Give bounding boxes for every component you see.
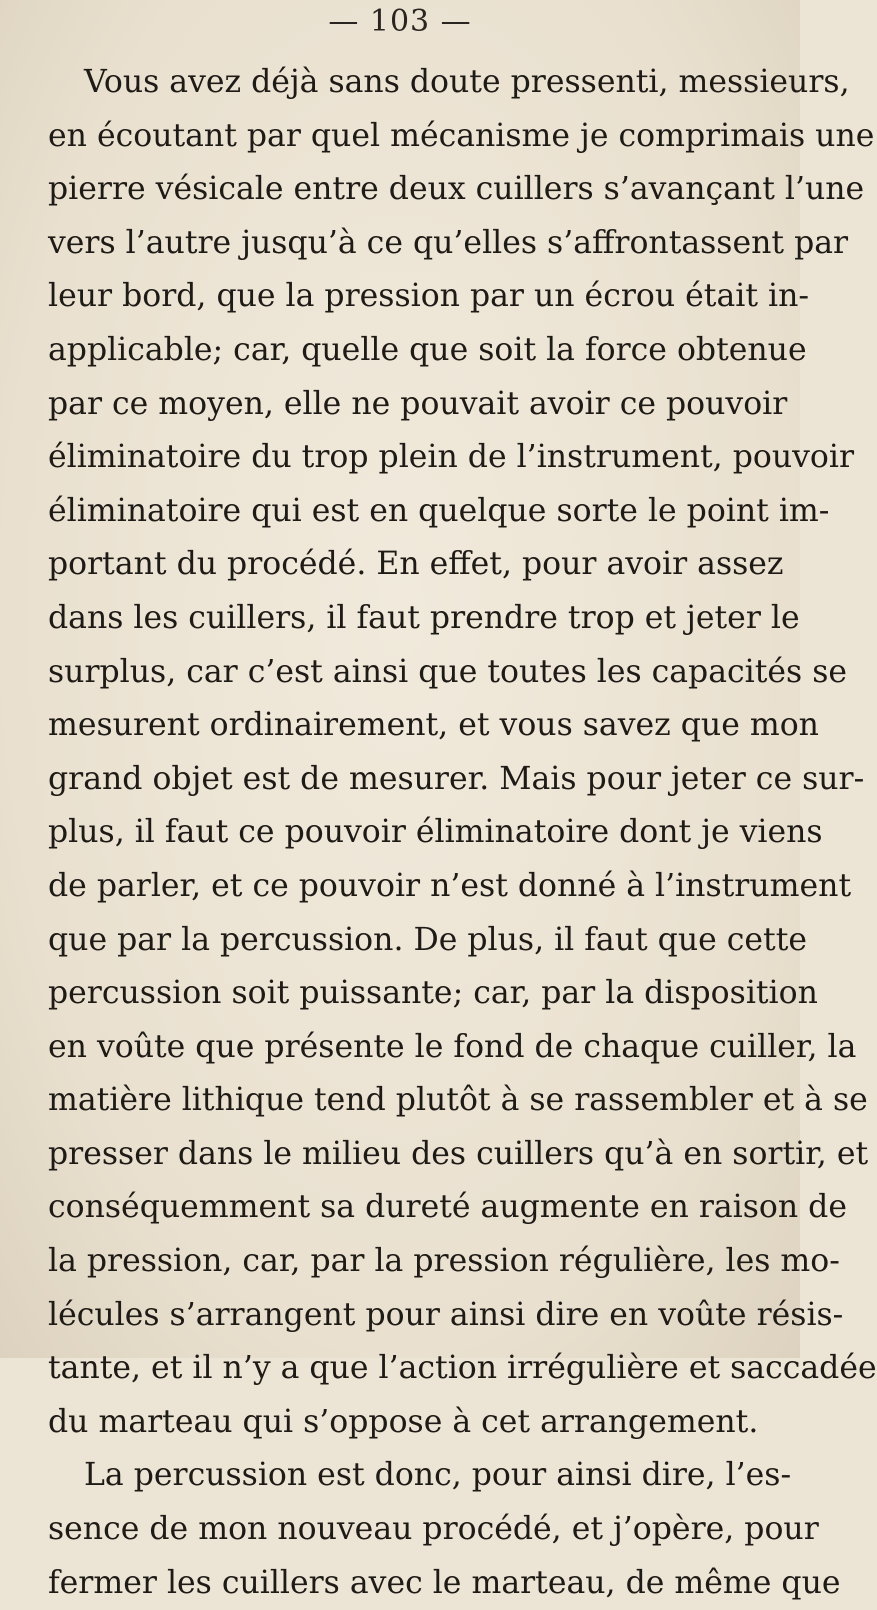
text-line: leur bord, que la pression par un écrou était in- xyxy=(48,278,809,315)
text-line: vers l’autre jusqu’à ce qu’elles s’affrontassent par xyxy=(48,224,849,261)
text-line: que par la percussion. De plus, il faut que cette xyxy=(48,921,807,958)
text-line: la pression, car, par la pression régulière, les mo- xyxy=(48,1243,840,1280)
text-line: pierre vésicale entre deux cuillers s’avançant l’une xyxy=(48,171,865,208)
text-line: en écoutant par quel mécanisme je comprimais une xyxy=(48,117,875,154)
text-line: du marteau qui s’oppose à cet arrangement. xyxy=(48,1403,759,1440)
body-text xyxy=(48,56,877,1610)
text-line: par ce moyen, elle ne pouvait avoir ce pouvoir xyxy=(48,385,788,422)
text-line: fermer les cuillers avec le marteau, de même que xyxy=(48,1564,841,1601)
text-line: matière lithique tend plutôt à se rassembler et à se xyxy=(48,1082,868,1119)
text-line: portant du procédé. En effet, pour avoir assez xyxy=(48,546,784,583)
text-line: presser dans le milieu des cuillers qu’à en sortir, et xyxy=(48,1135,869,1172)
page-number: — 103 — xyxy=(328,4,472,39)
text-line: percussion soit puissante; car, par la disposition xyxy=(48,975,818,1012)
text-line: en voûte que présente le fond de chaque cuiller, la xyxy=(48,1028,857,1065)
text-line: de parler, et ce pouvoir n’est donné à l’instrument xyxy=(48,867,852,904)
text-line: mesurent ordinairement, et vous savez que mon xyxy=(48,707,819,744)
text-line: plus, il faut ce pouvoir éliminatoire dont je viens xyxy=(48,814,823,851)
text-line: La percussion est donc, pour ainsi dire, l’es- xyxy=(84,1457,792,1494)
text-line: surplus, car c’est ainsi que toutes les capacités se xyxy=(48,653,848,690)
text-line: Vous avez déjà sans doute pressenti, messieurs, xyxy=(84,64,850,100)
text-line: éliminatoire qui est en quelque sorte le point im- xyxy=(48,492,830,529)
text-line: conséquemment sa dureté augmente en raison de xyxy=(48,1189,847,1226)
text-line: dans les cuillers, il faut prendre trop et jeter le xyxy=(48,599,800,636)
text-line: tante, et il n’y a que l’action irrégulière et saccadée xyxy=(48,1350,877,1387)
text-line: éliminatoire du trop plein de l’instrument, pouvoir xyxy=(48,439,855,476)
text-line: sence de mon nouveau procédé, et j’opère, pour xyxy=(48,1511,819,1548)
text-line: applicable; car, quelle que soit la force obtenue xyxy=(48,331,807,368)
text-line: grand objet est de mesurer. Mais pour jeter ce sur- xyxy=(48,760,865,797)
text-line: lécules s’arrangent pour ainsi dire en voûte résis- xyxy=(48,1296,844,1333)
